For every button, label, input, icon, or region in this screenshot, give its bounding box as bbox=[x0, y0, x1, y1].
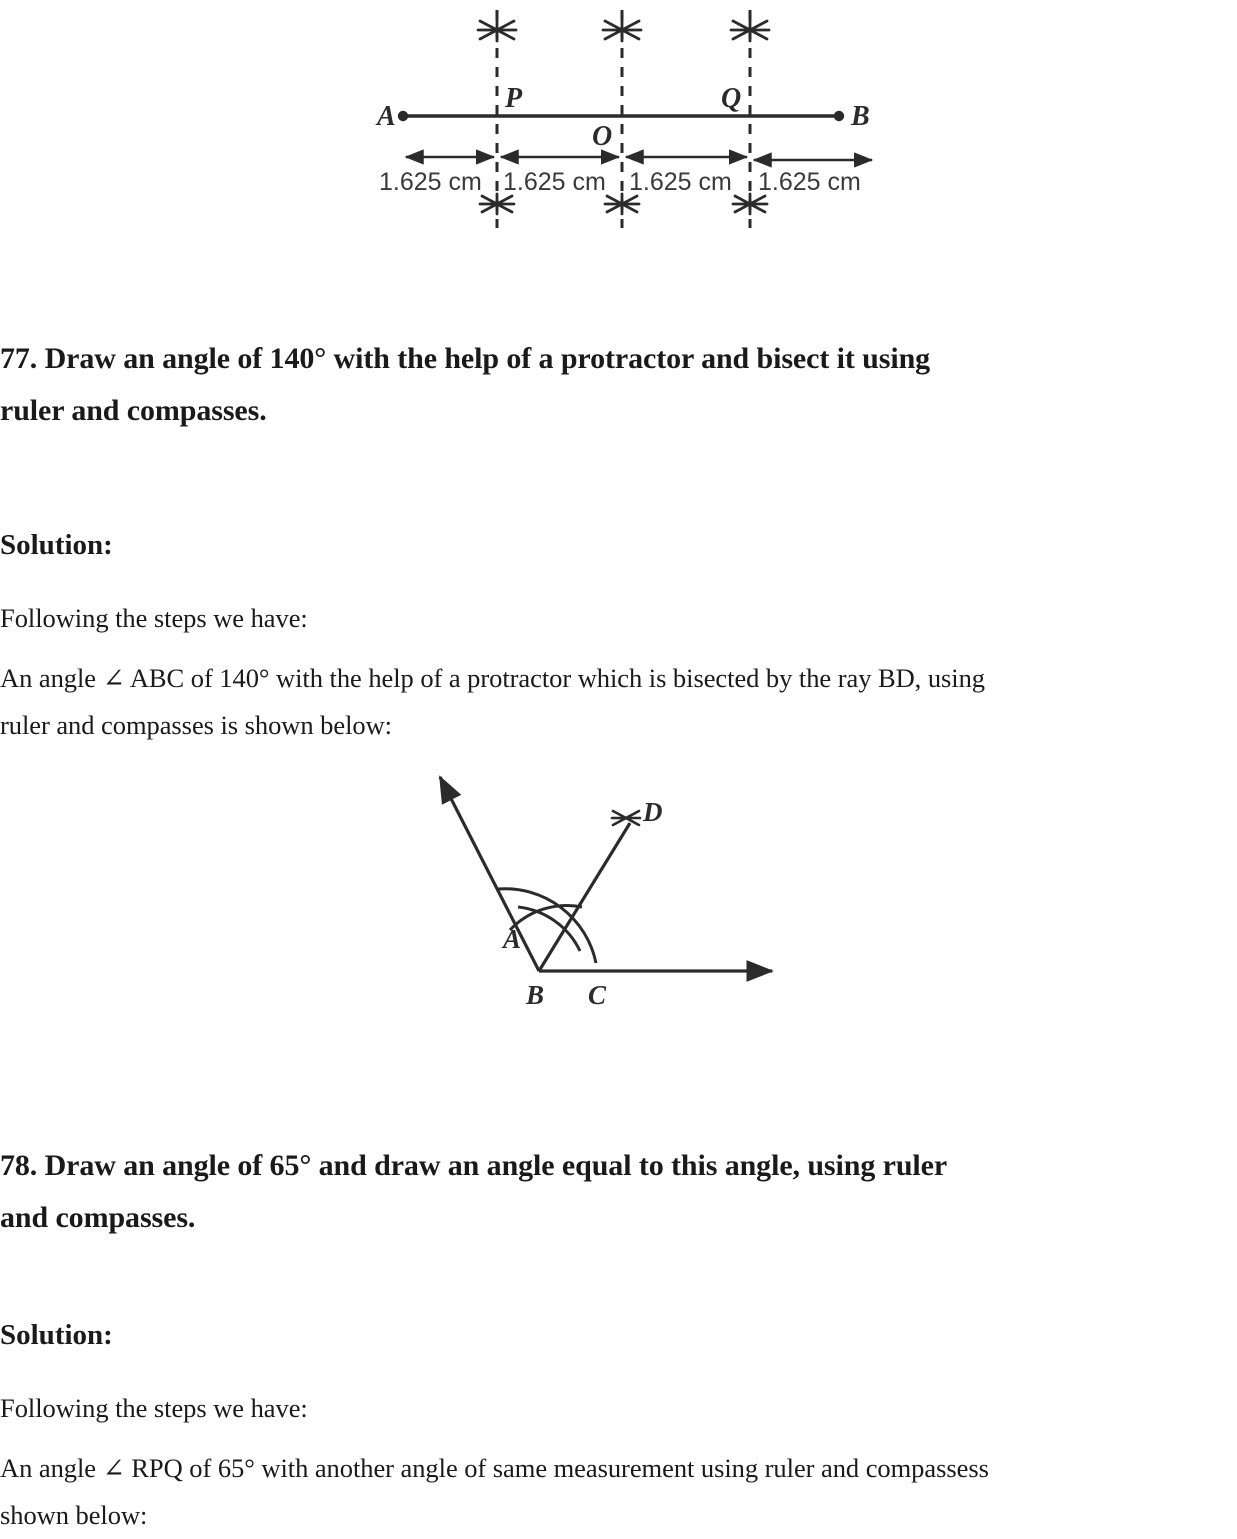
solution-77-body bbox=[0, 655, 1237, 749]
figure-line-segment-ab bbox=[0, 0, 1237, 240]
solution-78-body bbox=[0, 1445, 1237, 1539]
question-78-heading bbox=[0, 1140, 1237, 1244]
solution-77-body-line-1: An angle ∠ ABC of 140° with the help of a protractor which is bisected by the ray BD, using bbox=[0, 663, 986, 693]
arc-construction-2 bbox=[518, 907, 580, 951]
solution-77-label: Solution: bbox=[0, 529, 113, 561]
solution-77-body-line-2: ruler and compasses is shown below: bbox=[0, 710, 392, 740]
solution-77-intro: Following the steps we have: bbox=[0, 603, 308, 633]
angle-label-d: D bbox=[643, 797, 663, 827]
question-77-line-2: ruler and compasses. bbox=[0, 394, 267, 427]
solution-78-label: Solution: bbox=[0, 1319, 113, 1351]
angle-label-a: A bbox=[503, 924, 522, 954]
ray-bd bbox=[539, 823, 630, 971]
dimension-label-1: 1.625 cm bbox=[379, 168, 482, 196]
question-78-line-1: 78. Draw an angle of 65° and draw an angle equal to this angle, using ruler bbox=[0, 1149, 948, 1182]
label-o: O bbox=[592, 121, 613, 152]
arc-marks-bottom bbox=[480, 194, 767, 214]
label-p: P bbox=[505, 83, 523, 114]
dimension-label-3: 1.625 cm bbox=[629, 168, 732, 196]
question-78-line-2: and compasses. bbox=[0, 1201, 196, 1234]
question-77-line-1: 77. Draw an angle of 140° with the help of a protractor and bisect it using bbox=[0, 342, 931, 375]
dimension-arrows bbox=[406, 157, 872, 160]
angle-label-b: B bbox=[526, 980, 545, 1010]
angle-label-c: C bbox=[588, 980, 607, 1010]
ray-ba bbox=[440, 777, 539, 971]
dimension-label-4: 1.625 cm bbox=[758, 168, 861, 196]
label-b: B bbox=[851, 101, 870, 132]
figure-angle-abc-bisected bbox=[400, 755, 830, 1020]
label-a: A bbox=[377, 101, 396, 132]
arc-mark-d bbox=[612, 811, 640, 825]
dimension-label-2: 1.625 cm bbox=[503, 168, 606, 196]
label-q: Q bbox=[721, 83, 742, 114]
question-77-heading bbox=[0, 333, 1237, 437]
solution-78-intro: Following the steps we have: bbox=[0, 1393, 308, 1423]
solution-78-body-line-2: shown below: bbox=[0, 1500, 148, 1530]
solution-78-body-line-1: An angle ∠ RPQ of 65° with another angle of same measurement using ruler and compassess bbox=[0, 1453, 989, 1483]
